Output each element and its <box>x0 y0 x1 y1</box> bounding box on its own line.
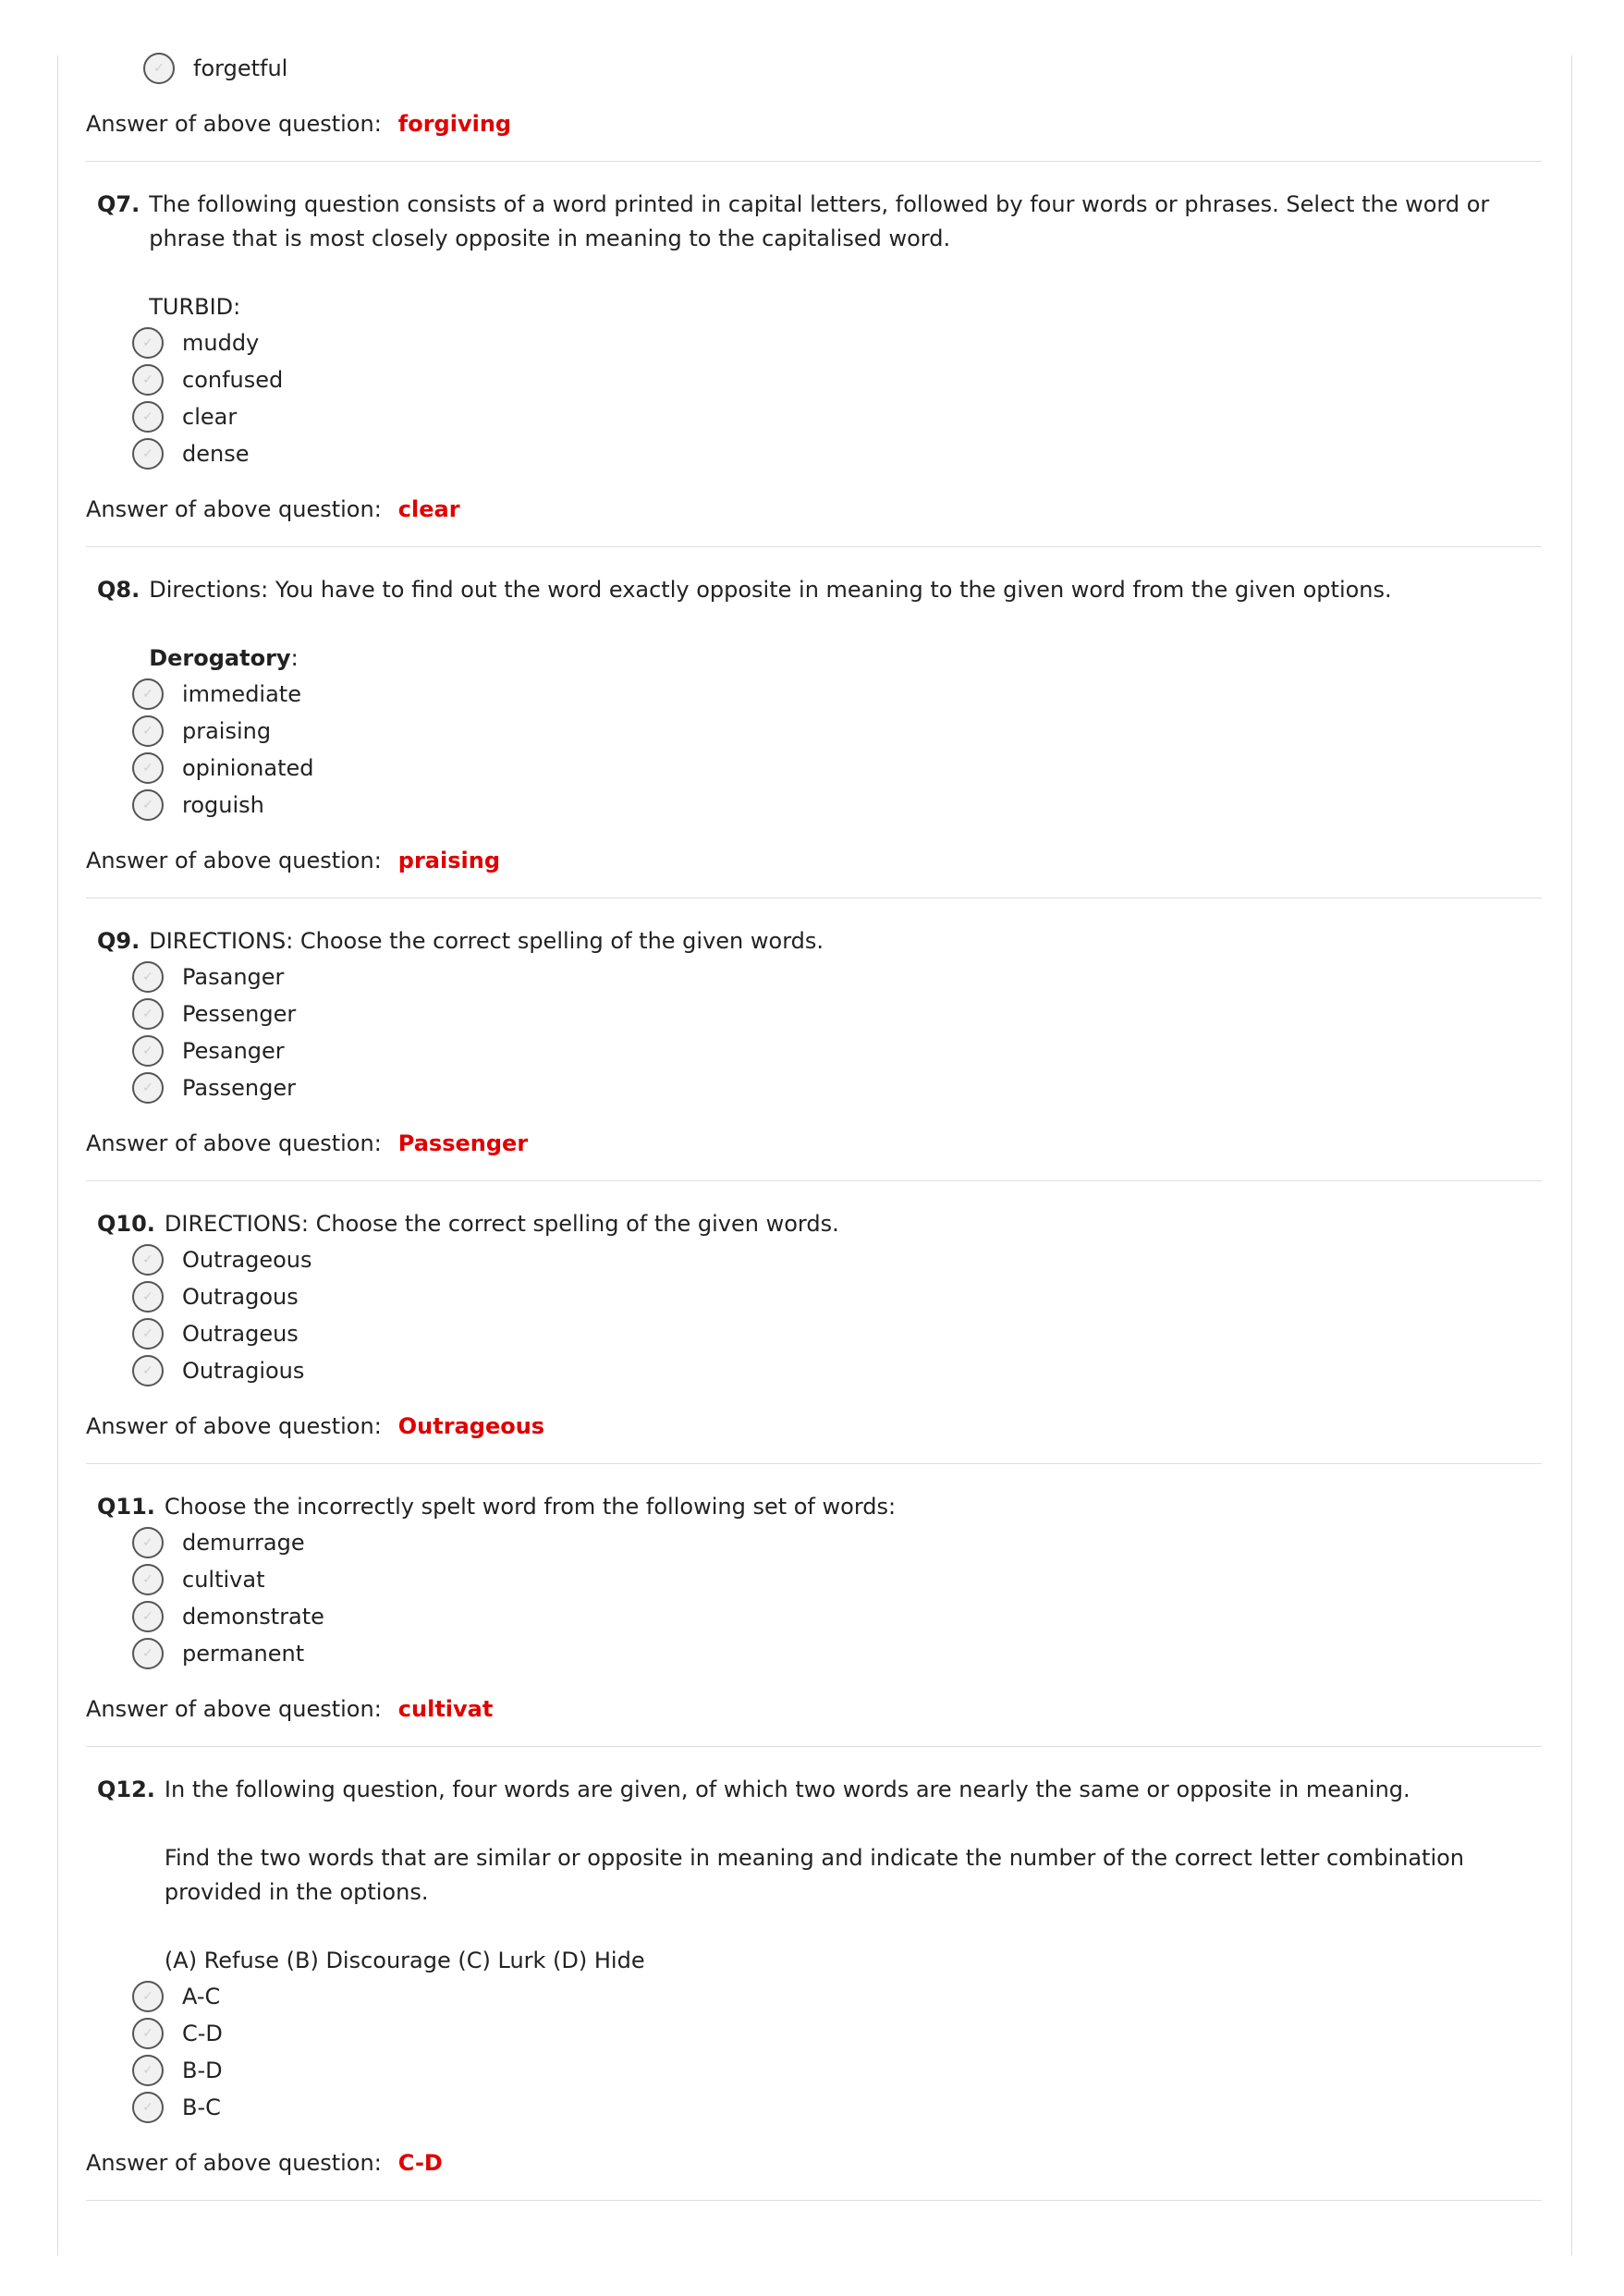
answer-prefix: Answer of above question: <box>86 848 382 873</box>
option-label: immediate <box>182 681 301 707</box>
option-label: muddy <box>182 330 260 356</box>
option-item[interactable] <box>132 1978 1542 2015</box>
answer-prefix: Answer of above question: <box>86 1413 382 1439</box>
left-border <box>57 55 58 2255</box>
divider <box>86 1463 1542 1464</box>
option-item[interactable] <box>132 2089 1542 2126</box>
option-item[interactable] <box>132 1032 1542 1069</box>
option-label: A-C <box>182 1984 221 2009</box>
answer-line <box>86 2146 1542 2180</box>
options-list <box>75 1241 1542 1389</box>
option-label: clear <box>182 404 238 430</box>
question-term <box>149 641 1542 676</box>
option-label: confused <box>182 367 284 393</box>
option-item[interactable] <box>132 398 1542 435</box>
radio-button[interactable]: ✓ <box>132 1072 164 1104</box>
answer-value: cultivat <box>397 1696 494 1722</box>
question-instruction: Find the two words that are similar or opposite in meaning and indicate the number of the correct letter combination provided in the options. <box>164 1845 1465 1905</box>
question-number: Q7. <box>97 191 140 217</box>
answer-prefix: Answer of above question: <box>86 111 382 137</box>
option-label: Pessenger <box>182 1001 297 1027</box>
answer-value: clear <box>397 496 460 522</box>
option-item[interactable] <box>132 750 1542 787</box>
radio-button[interactable]: ✓ <box>132 1527 164 1558</box>
radio-button[interactable]: ✓ <box>132 2092 164 2123</box>
option-item[interactable] <box>132 1241 1542 1278</box>
radio-button[interactable]: ✓ <box>132 1035 164 1067</box>
option-label: Outrageous <box>182 1247 312 1273</box>
answer-line <box>86 1692 1542 1726</box>
divider <box>86 1746 1542 1747</box>
option-item[interactable] <box>132 1635 1542 1672</box>
option-label: Pasanger <box>182 964 285 990</box>
radio-button[interactable]: ✓ <box>132 401 164 433</box>
option-item[interactable] <box>132 1561 1542 1598</box>
question-number: Q9. <box>97 928 140 954</box>
option-item[interactable] <box>132 787 1542 824</box>
radio-button[interactable]: ✓ <box>132 1638 164 1669</box>
option-label: Passenger <box>182 1075 296 1101</box>
answer-value: C-D <box>397 2150 443 2176</box>
option-label: Outragous <box>182 1284 299 1310</box>
option-item[interactable] <box>132 1315 1542 1352</box>
question-block <box>86 924 1542 959</box>
question-block <box>86 188 1542 324</box>
answer-line <box>86 1127 1542 1160</box>
radio-button[interactable]: ✓ <box>132 2018 164 2049</box>
option-item[interactable] <box>132 1598 1542 1635</box>
question-block <box>86 1490 1542 1524</box>
radio-button[interactable]: ✓ <box>132 1564 164 1595</box>
answer-prefix: Answer of above question: <box>86 1696 382 1722</box>
radio-button[interactable]: ✓ <box>132 752 164 784</box>
option-label: B-D <box>182 2058 223 2083</box>
option-item[interactable] <box>132 435 1542 472</box>
divider <box>86 1180 1542 1181</box>
option-label: roguish <box>182 792 264 818</box>
radio-button[interactable]: ✓ <box>132 364 164 396</box>
question-text: The following question consists of a word printed in capital letters, followed by four words or phrases. Select the word or phrase that is most closely opposite in meaning to the capitalised word. <box>149 191 1490 251</box>
answer-line <box>86 844 1542 877</box>
question-block <box>86 1773 1542 1978</box>
question-number: Q11. <box>97 1494 155 1520</box>
answer-value: praising <box>397 848 500 873</box>
answer-line <box>86 107 1542 140</box>
divider <box>86 161 1542 162</box>
option-item[interactable] <box>143 50 1542 87</box>
options-list <box>75 324 1542 472</box>
question-number: Q12. <box>97 1777 155 1802</box>
answer-value: Passenger <box>397 1130 529 1156</box>
radio-button[interactable]: ✓ <box>132 789 164 821</box>
option-item[interactable] <box>132 676 1542 713</box>
option-label: opinionated <box>182 755 314 781</box>
question-number: Q10. <box>97 1211 155 1237</box>
option-item[interactable] <box>132 1352 1542 1389</box>
question-text: DIRECTIONS: Choose the correct spelling of the given words. <box>149 928 824 954</box>
option-item[interactable] <box>132 959 1542 995</box>
radio-button[interactable]: ✓ <box>132 1244 164 1276</box>
question-term: (A) Refuse (B) Discourage (C) Lurk (D) Hide <box>164 1948 645 1973</box>
option-item[interactable] <box>132 1278 1542 1315</box>
option-label: permanent <box>182 1641 305 1667</box>
option-item[interactable] <box>132 995 1542 1032</box>
option-label: B-C <box>182 2094 221 2120</box>
term-suffix: : <box>290 645 299 671</box>
radio-button[interactable]: ✓ <box>132 1601 164 1632</box>
option-label: Outrageus <box>182 1321 299 1347</box>
option-item[interactable] <box>132 1069 1542 1106</box>
radio-button[interactable]: ✓ <box>132 678 164 710</box>
radio-button[interactable]: ✓ <box>132 2055 164 2086</box>
question-term: TURBID: <box>149 294 241 320</box>
answer-prefix: Answer of above question: <box>86 2150 382 2176</box>
radio-button[interactable]: ✓ <box>143 53 175 84</box>
option-item[interactable] <box>132 2052 1542 2089</box>
radio-button[interactable]: ✓ <box>132 1981 164 2012</box>
options-list <box>75 1524 1542 1672</box>
option-item[interactable] <box>132 324 1542 361</box>
answer-prefix: Answer of above question: <box>86 496 382 522</box>
question-block <box>86 1207 1542 1241</box>
option-label: Outragious <box>182 1358 305 1384</box>
question-block <box>86 573 1542 676</box>
radio-button[interactable]: ✓ <box>132 961 164 993</box>
divider <box>86 546 1542 547</box>
question-text: DIRECTIONS: Choose the correct spelling of the given words. <box>164 1211 839 1237</box>
options-list <box>75 1978 1542 2126</box>
divider <box>86 2200 1542 2201</box>
option-item[interactable] <box>132 2015 1542 2052</box>
radio-button[interactable]: ✓ <box>132 715 164 747</box>
answer-line <box>86 493 1542 526</box>
answer-prefix: Answer of above question: <box>86 1130 382 1156</box>
option-label: C-D <box>182 2021 223 2046</box>
option-label: demonstrate <box>182 1604 324 1630</box>
option-label: Pesanger <box>182 1038 285 1064</box>
question-text: In the following question, four words are given, of which two words are nearly the same or opposite in meaning. <box>164 1777 1410 1802</box>
term-word: Derogatory <box>149 645 291 671</box>
options-list <box>75 959 1542 1106</box>
options-list <box>75 676 1542 824</box>
option-item[interactable] <box>132 361 1542 398</box>
option-label: dense <box>182 441 250 467</box>
question-text: Choose the incorrectly spelt word from the following set of words: <box>164 1494 897 1520</box>
answer-value: Outrageous <box>397 1413 545 1439</box>
radio-button[interactable]: ✓ <box>132 998 164 1030</box>
answer-line <box>86 1410 1542 1443</box>
option-item[interactable] <box>132 713 1542 750</box>
radio-button[interactable]: ✓ <box>132 327 164 359</box>
option-item[interactable] <box>132 1524 1542 1561</box>
question-text: Directions: You have to find out the word exactly opposite in meaning to the given word from the given options. <box>149 577 1392 603</box>
radio-button[interactable]: ✓ <box>132 1281 164 1313</box>
quiz-content <box>86 50 1542 2227</box>
right-border <box>1571 55 1572 2255</box>
radio-button[interactable]: ✓ <box>132 1355 164 1386</box>
option-label: cultivat <box>182 1567 265 1593</box>
question-number: Q8. <box>97 577 140 603</box>
radio-button[interactable]: ✓ <box>132 1318 164 1350</box>
answer-value: forgiving <box>397 111 512 137</box>
option-label: demurrage <box>182 1530 305 1556</box>
option-label: forgetful <box>193 55 288 81</box>
radio-button[interactable]: ✓ <box>132 438 164 470</box>
option-label: praising <box>182 718 272 744</box>
